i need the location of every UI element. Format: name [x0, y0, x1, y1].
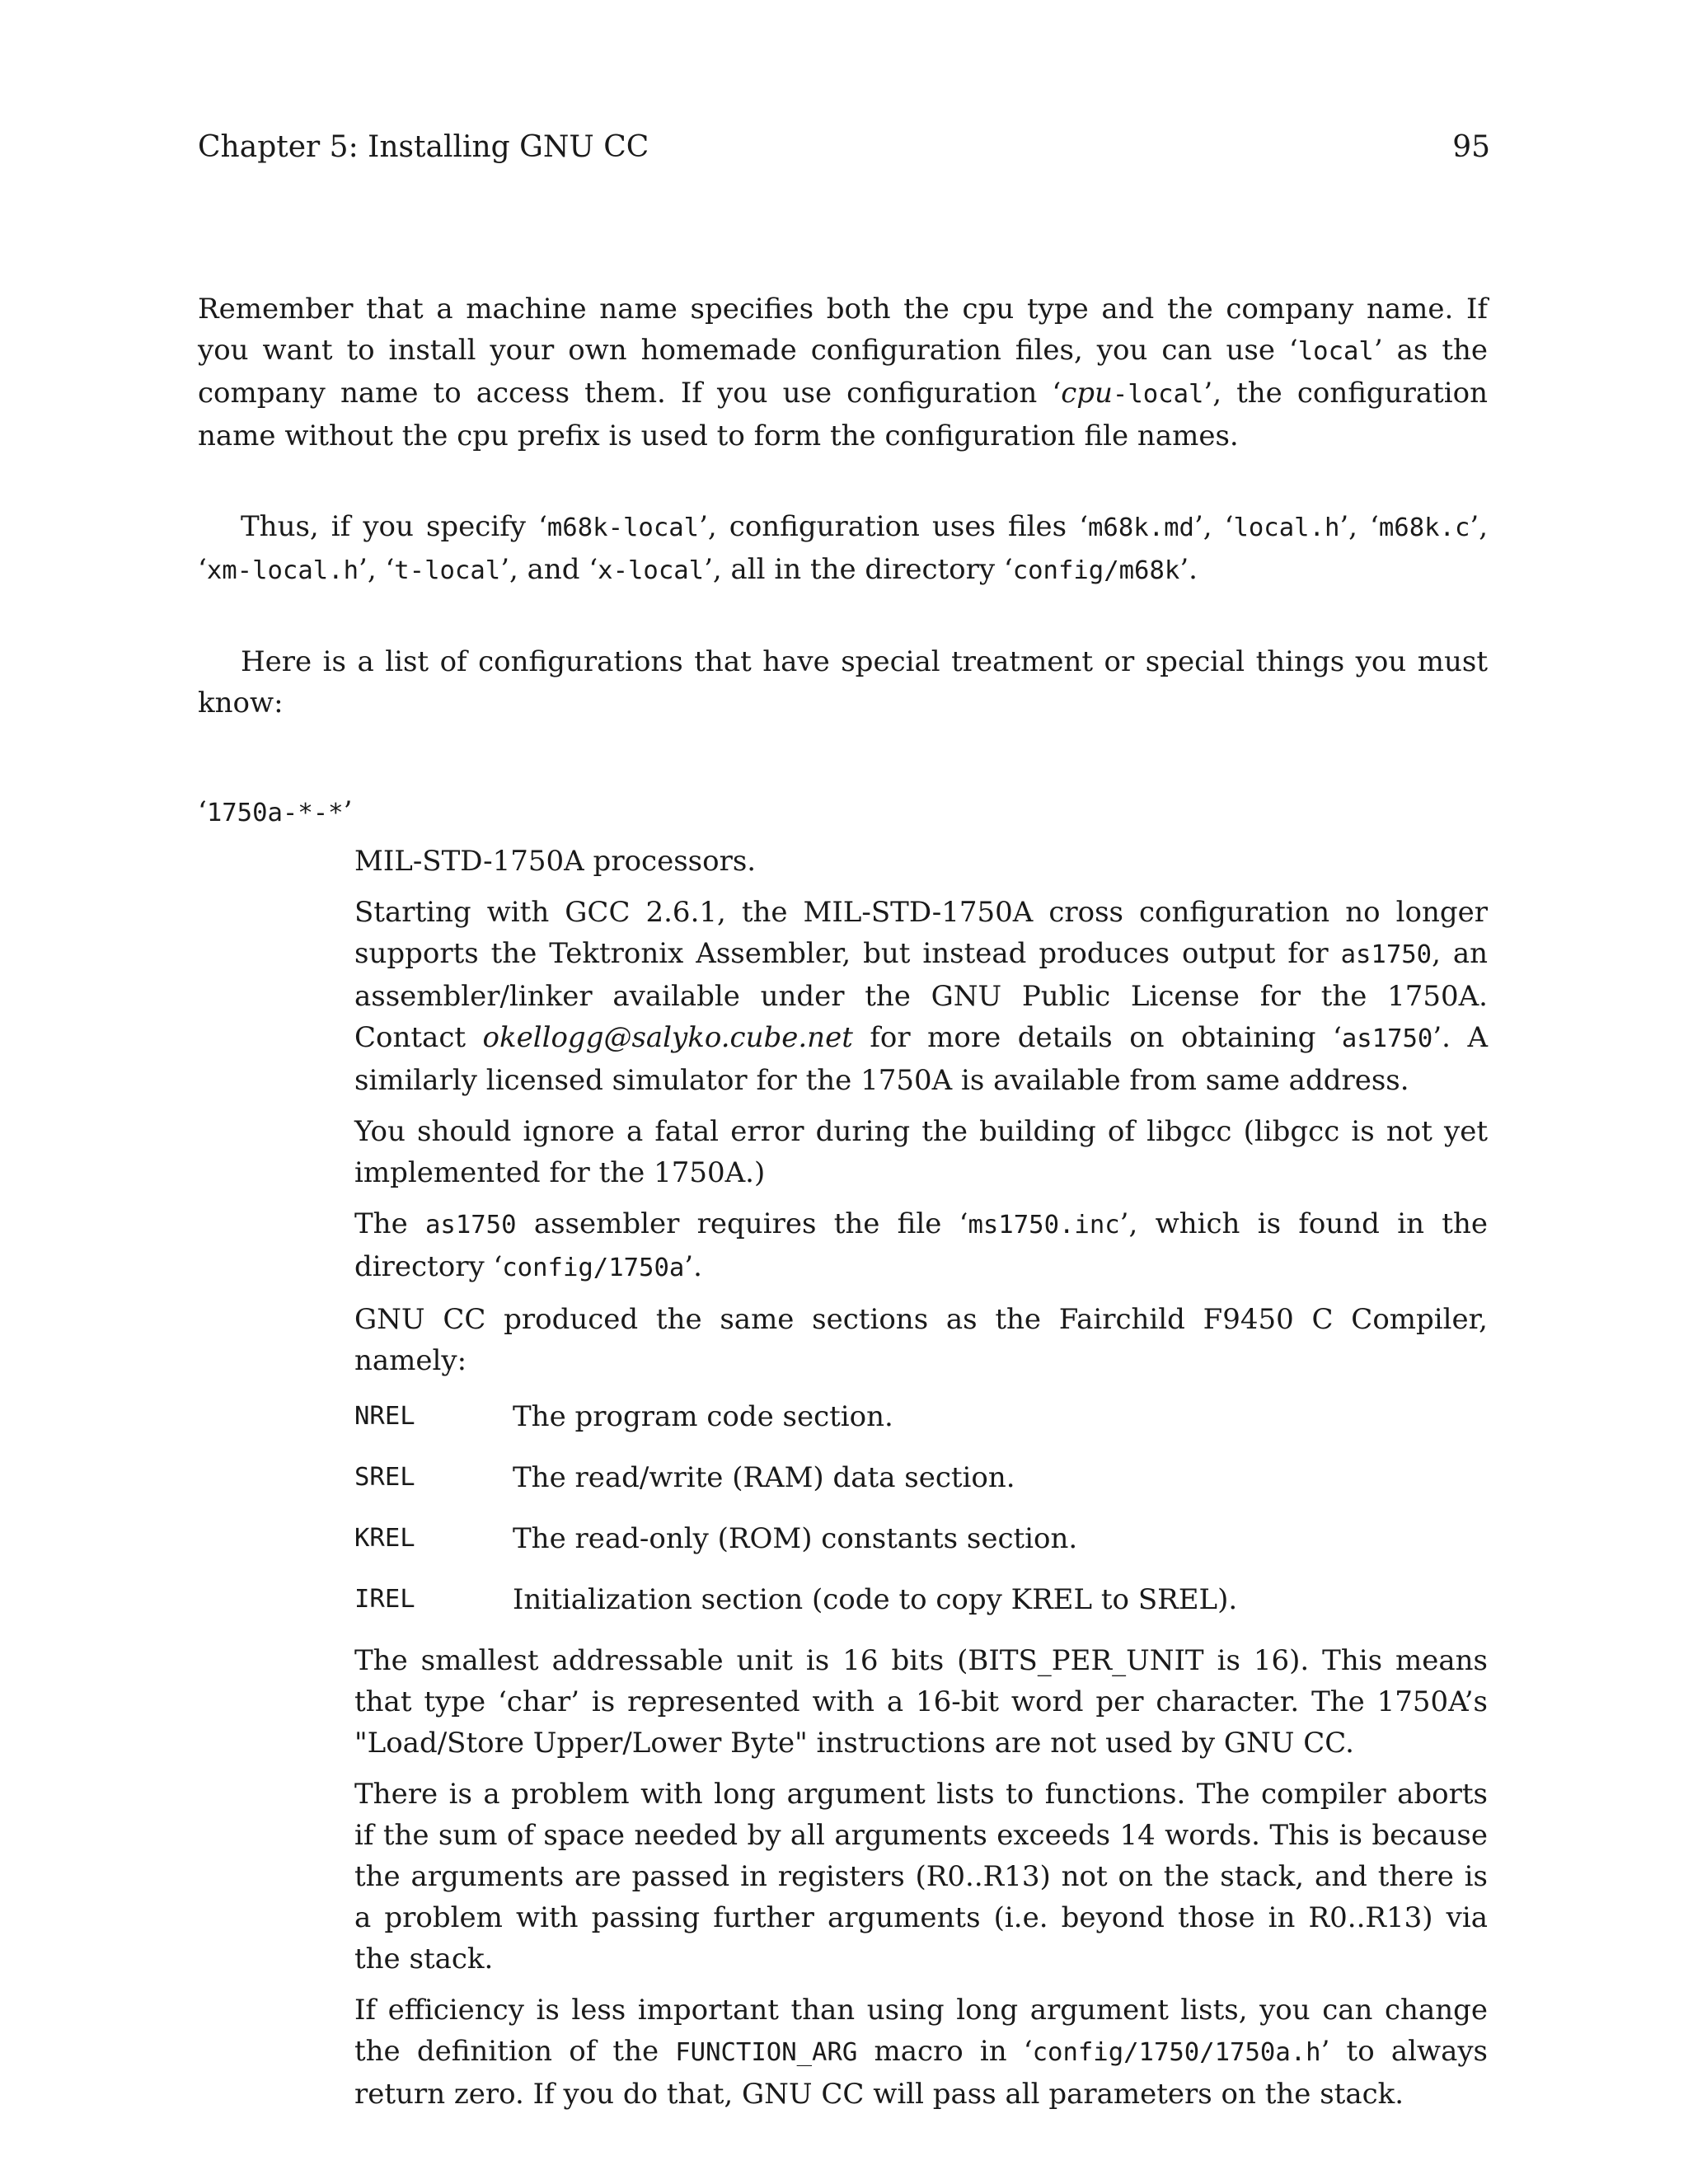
text-run: ’, ‘	[198, 510, 1489, 586]
section-description: The read/write (RAM) data section.	[513, 1461, 1015, 1494]
section-row	[354, 1579, 1488, 1620]
contact-email: okellogg@salyko.cube.net	[482, 1021, 853, 1054]
text-run: ’ as the company name to access them. If you use configuration ‘	[198, 334, 1489, 410]
text-run: If efficiency is less important than using long argument lists, you can change the definition of the	[354, 1994, 1488, 2068]
code-filename: xm-local.h	[206, 556, 359, 585]
text-run: ’, the configuration name without the cpu prefix is used to form the configuration file names.	[198, 377, 1489, 452]
section-name: IREL	[354, 1585, 415, 1614]
text-run: assembler requires the file ‘	[516, 1207, 968, 1240]
code-directory: config/1750a	[502, 1254, 685, 1282]
text-run: ’, ‘	[1339, 510, 1379, 543]
code-filename: local.h	[1233, 513, 1340, 542]
code-filename: m68k.md	[1088, 513, 1194, 542]
close-quote: ’	[343, 795, 353, 828]
text-run: for more details on obtaining ‘	[852, 1021, 1342, 1054]
term-code: 1750a-*-*	[206, 799, 344, 827]
running-header	[198, 130, 1490, 164]
entry-paragraph-1: MIL-STD-1750A processors.	[354, 845, 757, 878]
text-run: ’, ‘	[359, 553, 395, 586]
section-row	[354, 1518, 1488, 1559]
code-as1750: as1750	[425, 1211, 517, 1240]
code-suffix: -local	[1112, 380, 1204, 409]
text-run: ’, configuration uses files ‘	[699, 510, 1088, 543]
config-term	[198, 791, 1488, 834]
section-row	[354, 1396, 1488, 1437]
code-macro: FUNCTION_ARG	[675, 2038, 858, 2067]
text-run: Remember that a machine name specifies both the cpu type and the company name. If you want to install your own homemade configuration files, you can use ‘	[198, 293, 1488, 367]
text-run: , an assembler/linker available under the GNU Public License for the 1750A. Contact	[354, 937, 1488, 1054]
entry-paragraph-8	[354, 1990, 1488, 2115]
text-run: ’.	[684, 1250, 702, 1283]
intro-paragraph-3: Here is a list of configurations that have special treatment or special things you must know:	[198, 645, 1488, 719]
code-as1750: as1750	[1340, 940, 1432, 969]
config-entry	[198, 791, 1488, 2115]
text-run: ’, and ‘	[500, 553, 598, 586]
intro-paragraph-2	[198, 506, 1488, 592]
section-name: SREL	[354, 1463, 415, 1492]
code-as1750: as1750	[1341, 1024, 1433, 1053]
section-name: KREL	[354, 1524, 415, 1553]
code-local: local	[1297, 337, 1374, 366]
code-filename: m68k-local	[546, 513, 700, 542]
text-run: ’, all in the directory ‘	[704, 553, 1013, 586]
italic-cpu: cpu	[1061, 377, 1113, 410]
text-run: macro in ‘	[857, 2035, 1033, 2068]
code-filename: t-local	[394, 556, 501, 585]
section-name: NREL	[354, 1402, 415, 1431]
entry-paragraph-2	[354, 892, 1488, 1101]
page-body	[198, 288, 1488, 2125]
entry-paragraph-6: The smallest addressable unit is 16 bits (BITS_PER_UNIT is 16). This means that type ‘char’ is represented with a 16-bit word per character. The 1750A’s "Load/Store Upper/Lower Byte" instructions are not used by GNU CC.	[354, 1644, 1488, 1760]
entry-paragraph-4	[354, 1203, 1488, 1289]
text-run: ’.	[1179, 553, 1198, 586]
open-quote: ‘	[198, 795, 207, 828]
entry-paragraph-5: GNU CC produced the same sections as the Fairchild F9450 C Compiler, namely:	[354, 1303, 1488, 1377]
text-run: ’. A similarly licensed simulator for the 1750A is available from same address.	[354, 1021, 1488, 1097]
entry-description	[354, 841, 1488, 2115]
section-description: The read-only (ROM) constants section.	[513, 1522, 1078, 1555]
intro-paragraph-1	[198, 288, 1488, 457]
code-filename: x-local	[598, 556, 705, 585]
entry-paragraph-3: You should ignore a fatal error during the building of libgcc (libgcc is not yet implemented for the 1750A.)	[354, 1115, 1488, 1189]
code-directory: config/m68k	[1012, 556, 1180, 585]
text-run: The	[354, 1207, 425, 1240]
text-run: Starting with GCC 2.6.1, the MIL-STD-1750A cross configuration no longer supports the Tektronix Assembler, but instead produces output for	[354, 896, 1488, 970]
text-run: ’ to always return zero. If you do that, GNU CC will pass all parameters on the stack.	[354, 2035, 1488, 2111]
text-run: ’, which is found in the directory ‘	[354, 1207, 1488, 1283]
code-filename: m68k.c	[1378, 513, 1470, 542]
section-description: Initialization section (code to copy KREL to SREL).	[513, 1583, 1238, 1616]
page-number: 95	[1452, 130, 1490, 164]
chapter-title: Chapter 5: Installing GNU CC	[198, 130, 649, 164]
code-filename: ms1750.inc	[968, 1211, 1120, 1240]
section-description: The program code section.	[513, 1400, 893, 1433]
sections-table	[354, 1396, 1488, 1620]
text-run: ’, ‘	[1193, 510, 1234, 543]
code-filename: config/1750/1750a.h	[1032, 2038, 1321, 2067]
text-run: Thus, if you specify ‘	[241, 510, 547, 543]
entry-paragraph-7: There is a problem with long argument lists to functions. The compiler aborts if the sum of space needed by all arguments exceeds 14 words. This is because the arguments are passed in registers (R0..R13) not on the stack, and there is a problem with passing further arguments (i.e. beyond those in R0..R13) via the stack.	[354, 1778, 1488, 1975]
section-row	[354, 1457, 1488, 1498]
